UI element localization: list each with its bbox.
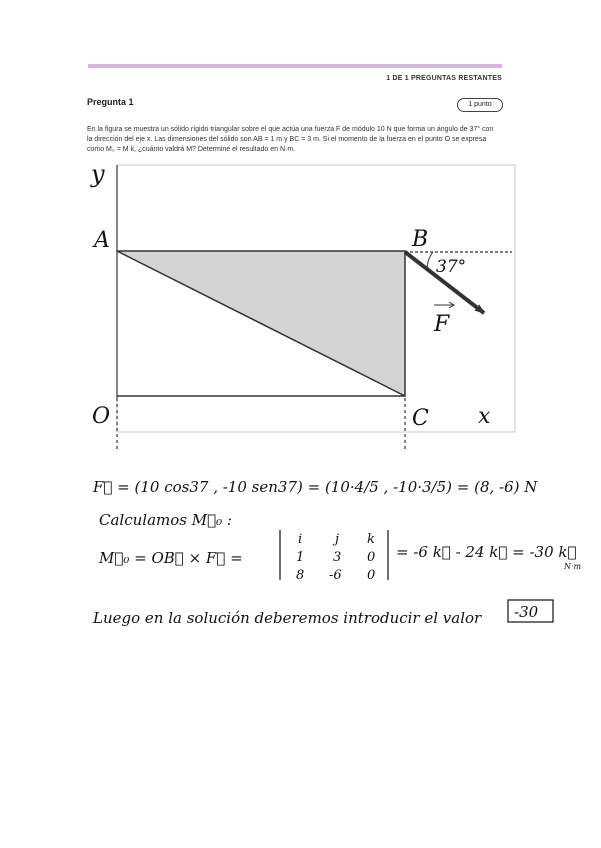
label-F: F xyxy=(434,312,450,337)
matrix-cell: j xyxy=(335,532,340,547)
solution-unit: N·m xyxy=(564,562,582,571)
matrix-cell: 1 xyxy=(296,550,305,565)
remaining-questions: 1 DE 1 PREGUNTAS RESTANTES xyxy=(386,75,502,82)
label-y: y xyxy=(91,160,105,188)
label-A: A xyxy=(94,228,110,253)
label-C: C xyxy=(412,406,429,431)
matrix-cell: -6 xyxy=(329,568,342,583)
solution-result: = -6 k⃗ - 24 k⃗ = -30 k⃗ xyxy=(396,543,577,561)
matrix-cell: 8 xyxy=(296,568,305,583)
question-title: Pregunta 1 xyxy=(87,97,134,107)
matrix-cell: 0 xyxy=(367,568,376,583)
matrix-cell: k xyxy=(367,532,375,547)
label-B: B xyxy=(412,227,429,252)
answer-value: -30 xyxy=(514,603,539,621)
solution-line-moment: M⃗₀ = OB⃗ × F⃗ = xyxy=(99,549,243,567)
matrix-cell: 0 xyxy=(367,550,376,565)
points-badge: 1 punto xyxy=(457,98,503,112)
matrix-cell: 3 xyxy=(333,550,342,565)
label-x: x xyxy=(478,404,491,429)
question-text-line: como M₀ = M k, ¿cuánto valdrá M? Determine el resultado en N·m. xyxy=(87,146,296,153)
solution-line-answer: Luego en la solución deberemos introducir el valor xyxy=(93,609,482,627)
label-O: O xyxy=(92,404,111,429)
angle-arc xyxy=(427,252,433,269)
matrix-cell: i xyxy=(298,532,303,547)
question-text-line: la dirección del eje x. Las dimensiones del sólido son AB = 1 m y BC = 3 m. Si el momento de la fuerza en el punto O se expresa xyxy=(87,136,487,143)
question-text-line: En la figura se muestra un sólido rígido triangular sobre el que actúa una fuerza F de módulo 10 N que forma un ángulo de 37° con xyxy=(87,126,494,133)
solution-line-force: F⃗ = (10 cos37 , -10 sen37) = (10·4/5 , -10·3/5) = (8, -6) N xyxy=(93,478,538,496)
triangle-solid xyxy=(117,251,405,396)
solution-line-calc: Calculamos M⃗₀ : xyxy=(99,511,232,529)
label-angle: 37° xyxy=(436,257,467,277)
